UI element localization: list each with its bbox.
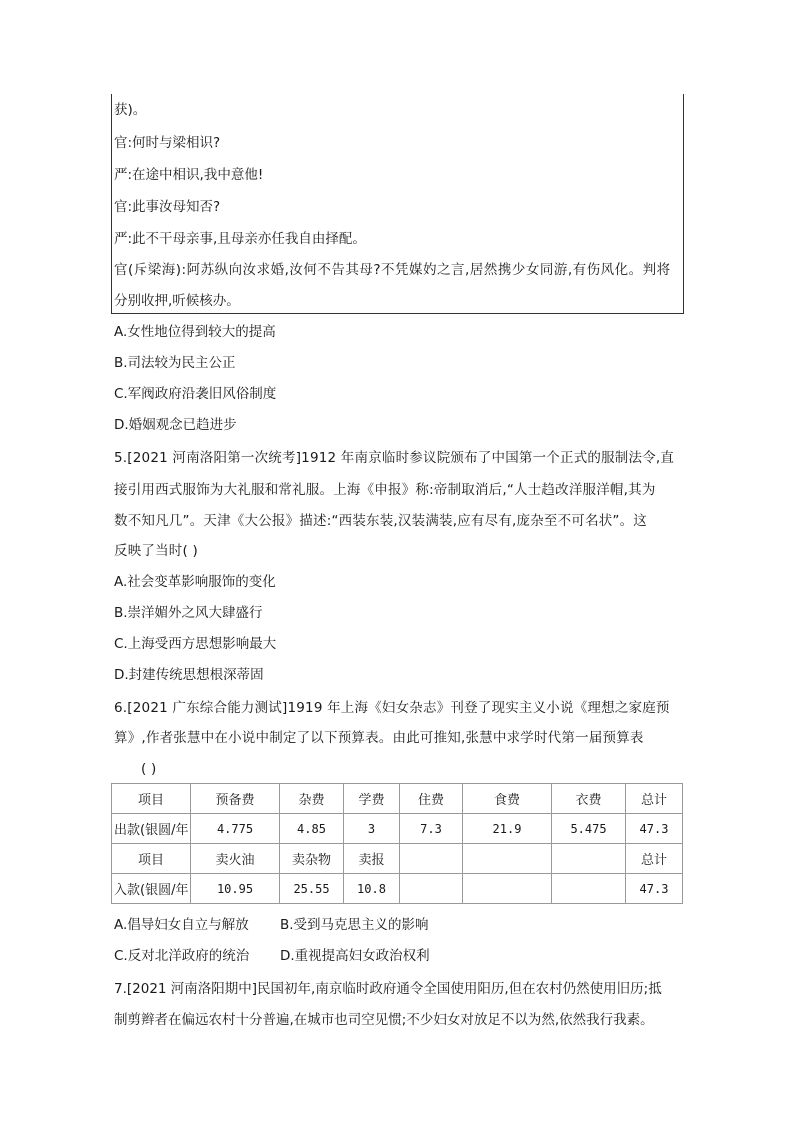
q5-stem-line: 数不知凡几”。天津《大公报》描述:“西装东装,汉装满装,应有尽有,庞杂至不可名状”。这 [114, 513, 648, 529]
table-cell: 总计 [626, 784, 683, 814]
table-cell [552, 844, 626, 874]
table-cell [400, 844, 463, 874]
q5-option-b: B.崇洋媚外之风大肆盛行 [114, 605, 263, 621]
table-cell: 衣费 [552, 784, 626, 814]
table-cell: 卖火油 [191, 844, 280, 874]
dialogue-line: 官(斥梁海):阿苏纵向汝求婚,汝何不告其母?不凭媒妁之言,居然携少女同游,有伤风化。判将 [114, 262, 671, 278]
dialogue-line: 官:何时与梁相识? [114, 135, 221, 151]
table-cell: 4.85 [280, 814, 344, 844]
table-cell: 项目 [112, 844, 191, 874]
q4-option-b: B.司法较为民主公正 [114, 355, 236, 371]
table-cell: 7.3 [400, 814, 463, 844]
q5-option-c: C.上海受西方思想影响最大 [114, 636, 277, 652]
table-cell: 项目 [112, 784, 191, 814]
dialogue-line: 获)。 [114, 102, 147, 118]
q7-stem-line: 7.[2021 河南洛阳期中]民国初年,南京临时政府通令全国使用阳历,但在农村仍然使用旧历;抵 [114, 981, 662, 997]
q6-stem-line: 6.[2021 广东综合能力测试]1919 年上海《妇女杂志》刊登了现实主义小说《理想之家庭预 [114, 700, 670, 716]
table-cell: 47.3 [626, 814, 683, 844]
q5-stem-line: 5.[2021 河南洛阳第一次统考]1912 年南京临时参议院颁布了中国第一个正式的服制法令,直 [114, 450, 675, 466]
table-cell: 10.95 [191, 874, 280, 904]
q6-option-c: C.反对北洋政府的统治 [114, 948, 250, 964]
dialogue-line: 严:在途中相识,我中意他! [114, 167, 264, 183]
table-cell: 总计 [626, 844, 683, 874]
table-row [112, 814, 683, 844]
table-cell [552, 874, 626, 904]
table-cell: 学费 [344, 784, 400, 814]
q6-stem-line: ( ) [141, 761, 157, 777]
table-cell: 3 [344, 814, 400, 844]
q6-option-b: B.受到马克思主义的影响 [280, 917, 429, 933]
q5-option-a: A.社会变革影响服饰的变化 [114, 574, 276, 590]
q4-option-d: D.婚姻观念已趋进步 [114, 417, 237, 433]
table-cell: 杂费 [280, 784, 344, 814]
table-cell: 住费 [400, 784, 463, 814]
table-cell: 21.9 [463, 814, 552, 844]
q6-stem-line: 算》,作者张慧中在小说中制定了以下预算表。由此可推知,张慧中求学时代第一届预算表 [114, 730, 644, 746]
q5-stem-line: 接引用西式服饰为大礼服和常礼服。上海《申报》称:帝制取消后,“人士趋改洋服洋帽,其为 [114, 482, 656, 498]
table-cell: 25.55 [280, 874, 344, 904]
table-cell: 出款(银圆/年 [112, 814, 191, 844]
table-row [112, 874, 683, 904]
q6-option-d: D.重视提高妇女政治权利 [280, 948, 430, 964]
table-cell: 5.475 [552, 814, 626, 844]
dialogue-line: 严:此不干母亲事,且母亲亦任我自由择配。 [114, 231, 366, 247]
table-cell: 入款(银圆/年 [112, 874, 191, 904]
table-row [112, 844, 683, 874]
dialogue-line: 官:此事汝母知否? [114, 199, 221, 215]
budget-table [111, 783, 683, 904]
table-cell: 食费 [463, 784, 552, 814]
q4-option-a: A.女性地位得到较大的提高 [114, 324, 276, 340]
q5-stem-line: 反映了当时( ) [114, 543, 198, 559]
table-cell [400, 874, 463, 904]
table-cell: 卖杂物 [280, 844, 344, 874]
table-row [112, 784, 683, 814]
dialogue-line: 分别收押,听候核办。 [114, 293, 240, 309]
table-cell: 卖报 [344, 844, 400, 874]
q6-option-a: A.倡导妇女自立与解放 [114, 917, 249, 933]
table-cell [463, 844, 552, 874]
table-cell: 预备费 [191, 784, 280, 814]
q5-option-d: D.封建传统思想根深蒂固 [114, 667, 264, 683]
table-cell: 47.3 [626, 874, 683, 904]
q4-option-c: C.军阀政府沿袭旧风俗制度 [114, 386, 277, 402]
table-cell [463, 874, 552, 904]
table-cell: 4.775 [191, 814, 280, 844]
table-cell: 10.8 [344, 874, 400, 904]
q7-stem-line: 制剪辫者在偏远农村十分普遍,在城市也司空见惯;不少妇女对放足不以为然,依然我行我素。 [114, 1012, 654, 1028]
